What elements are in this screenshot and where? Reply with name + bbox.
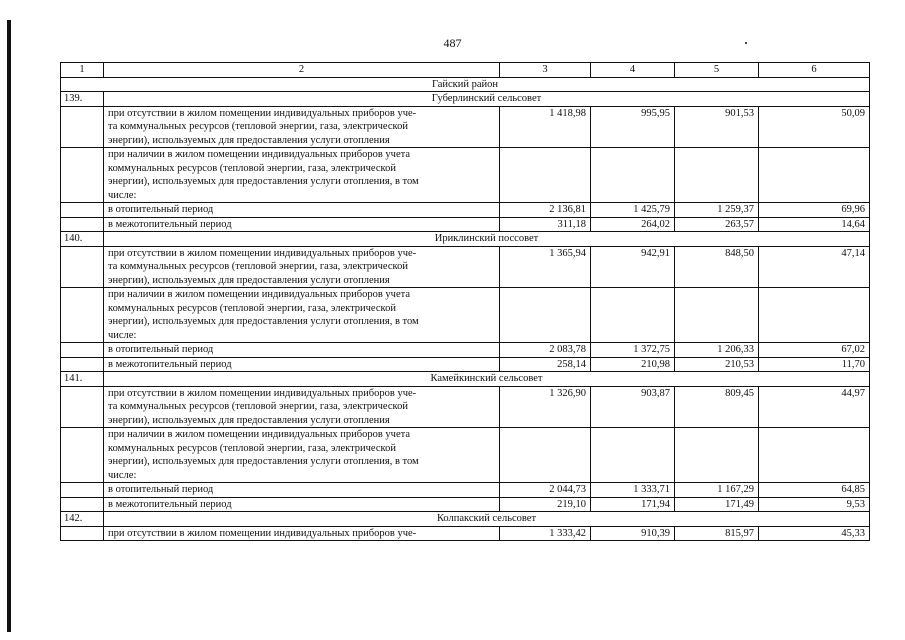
section-header-row [61,372,870,387]
value-col-4: 1 425,79 [591,203,675,218]
value-col-5: 1 167,29 [675,483,759,498]
header-col-3: 3 [500,63,591,78]
row-heating-period [61,203,870,218]
value-col-5: 1 259,37 [675,203,759,218]
value-col-3: 2 083,78 [500,343,591,358]
section-number: 140. [61,232,104,247]
row-description: в межотопительный период [104,497,500,512]
row-description: в отопительный период [104,483,500,498]
value-col-6 [759,288,870,343]
row-description: в отопительный период [104,203,500,218]
row-without-meters [61,106,870,148]
header-col-2: 2 [104,63,500,78]
row-with-meters [61,148,870,203]
row-number-cell [61,203,104,218]
value-col-3: 311,18 [500,217,591,232]
section-header-row [61,512,870,527]
row-without-meters [61,386,870,428]
row-number-cell [61,246,104,288]
value-col-6: 9,53 [759,497,870,512]
section-name: Ириклинский поссовет [104,232,870,247]
section-name: Губерлинский сельсовет [104,92,870,107]
value-col-5 [675,288,759,343]
header-col-1: 1 [61,63,104,78]
value-col-4: 210,98 [591,357,675,372]
row-description: при наличии в жилом помещении индивидуальных приборов учета коммунальных ресурсов (тепловой энергии, газа, электрической энергии), используемых для предоставления услуги отопления, в том числе: [104,148,500,203]
district-name: Гайский район [61,77,870,92]
section-name: Колпакский сельсовет [104,512,870,527]
value-col-4 [591,148,675,203]
value-col-3: 1 326,90 [500,386,591,428]
value-col-3: 2 136,81 [500,203,591,218]
row-with-meters [61,288,870,343]
value-col-6 [759,148,870,203]
row-number-cell [61,428,104,483]
value-col-4 [591,428,675,483]
row-without-meters [61,246,870,288]
value-col-5: 171,49 [675,497,759,512]
value-col-4: 1 372,75 [591,343,675,358]
value-col-5: 901,53 [675,106,759,148]
section-number: 141. [61,372,104,387]
value-col-5: 210,53 [675,357,759,372]
row-number-cell [61,497,104,512]
district-row [61,77,870,92]
value-col-4: 995,95 [591,106,675,148]
row-non-heating-period [61,497,870,512]
value-col-6: 47,14 [759,246,870,288]
value-col-5 [675,428,759,483]
value-col-4: 903,87 [591,386,675,428]
value-col-6: 69,96 [759,203,870,218]
row-description: при наличии в жилом помещении индивидуальных приборов учета коммунальных ресурсов (тепловой энергии, газа, электрической энергии), используемых для предоставления услуги отопления, в том числе: [104,288,500,343]
value-col-6: 14,64 [759,217,870,232]
value-col-6: 67,02 [759,343,870,358]
row-description: при отсутствии в жилом помещении индивидуальных приборов уче- та коммунальных ресурсов (тепловой энергии, газа, электрической энергии), используемых для предоставления услуги отопления [104,106,500,148]
value-col-6 [759,428,870,483]
row-description: при наличии в жилом помещении индивидуальных приборов учета коммунальных ресурсов (тепловой энергии, газа, электрической энергии), используемых для предоставления услуги отопления, в том числе: [104,428,500,483]
section-number: 142. [61,512,104,527]
value-col-3 [500,288,591,343]
row-description: в отопительный период [104,343,500,358]
section-header-row [61,232,870,247]
row-number-cell [61,148,104,203]
row-with-meters [61,428,870,483]
value-col-5: 848,50 [675,246,759,288]
page-number: 487 [443,36,462,50]
scan-edge-bar [7,20,11,632]
header-row [61,63,870,78]
row-number-cell [61,106,104,148]
value-col-3: 1 418,98 [500,106,591,148]
row-description: при отсутствии в жилом помещении индивидуальных приборов уче- [104,526,500,541]
value-col-6: 45,33 [759,526,870,541]
header-col-4: 4 [591,63,675,78]
value-col-4: 1 333,71 [591,483,675,498]
row-number-cell [61,483,104,498]
row-heating-period [61,343,870,358]
value-col-4: 171,94 [591,497,675,512]
value-col-3: 2 044,73 [500,483,591,498]
row-without-meters [61,526,870,541]
row-number-cell [61,357,104,372]
scan-speck [745,42,747,44]
row-description: при отсутствии в жилом помещении индивидуальных приборов уче- та коммунальных ресурсов (тепловой энергии, газа, электрической энергии), используемых для предоставления услуги отопления [104,386,500,428]
row-number-cell [61,386,104,428]
row-description: в межотопительный период [104,217,500,232]
value-col-5: 815,97 [675,526,759,541]
tariff-table [60,62,870,541]
row-non-heating-period [61,217,870,232]
value-col-5: 809,45 [675,386,759,428]
value-col-5: 1 206,33 [675,343,759,358]
value-col-3: 258,14 [500,357,591,372]
value-col-4: 942,91 [591,246,675,288]
section-header-row [61,92,870,107]
header-col-6: 6 [759,63,870,78]
row-non-heating-period [61,357,870,372]
value-col-4: 264,02 [591,217,675,232]
value-col-3 [500,428,591,483]
value-col-4 [591,288,675,343]
section-name: Камейкинский сельсовет [104,372,870,387]
row-number-cell [61,526,104,541]
section-number: 139. [61,92,104,107]
value-col-3: 1 333,42 [500,526,591,541]
row-number-cell [61,288,104,343]
value-col-6: 11,70 [759,357,870,372]
row-number-cell [61,343,104,358]
header-col-5: 5 [675,63,759,78]
value-col-6: 50,09 [759,106,870,148]
value-col-6: 44,97 [759,386,870,428]
row-description: в межотопительный период [104,357,500,372]
value-col-3 [500,148,591,203]
value-col-5 [675,148,759,203]
value-col-4: 910,39 [591,526,675,541]
row-description: при отсутствии в жилом помещении индивидуальных приборов уче- та коммунальных ресурсов (тепловой энергии, газа, электрической энергии), используемых для предоставления услуги отопления [104,246,500,288]
value-col-5: 263,57 [675,217,759,232]
value-col-3: 219,10 [500,497,591,512]
value-col-6: 64,85 [759,483,870,498]
row-heating-period [61,483,870,498]
row-number-cell [61,217,104,232]
value-col-3: 1 365,94 [500,246,591,288]
